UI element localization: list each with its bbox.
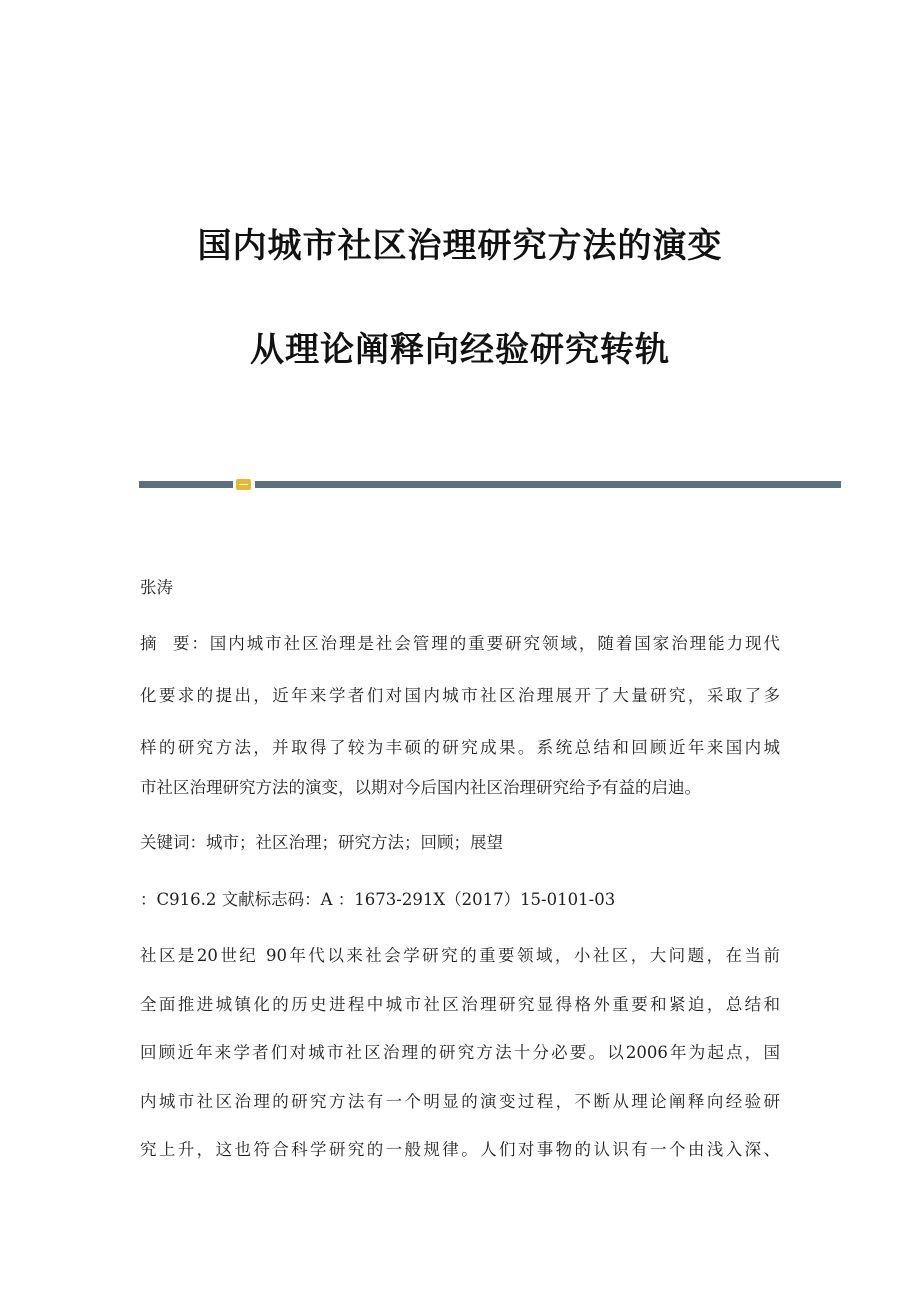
abstract-line: 化要求的提出，近年来学者们对国内城市社区治理展开了大量研究，采取了多 — [140, 686, 780, 705]
abstract-line: 市社区治理研究方法的演变，以期对今后国内社区治理研究给予有益的启迪。 — [140, 778, 701, 797]
divider-envelope-icon — [236, 479, 251, 490]
body-paragraph-line: 社区是20世纪 90年代以来社会学研究的重要领域，小社区，大问题，在当前 — [140, 946, 780, 965]
body-paragraph-line: 回顾近年来学者们对城市社区治理的研究方法十分必要。以2006年为起点，国 — [140, 1043, 780, 1062]
abstract-line: 样的研究方法，并取得了较为丰硕的研究成果。系统总结和回顾近年来国内城 — [140, 738, 780, 757]
keywords-label: 关键词： — [140, 833, 206, 852]
document-title: 国内城市社区治理研究方法的演变 — [197, 226, 723, 266]
divider-bar-left — [139, 481, 233, 488]
abstract-line — [140, 633, 780, 655]
document-subtitle: 从理论阐释向经验研究转轨 — [250, 330, 670, 370]
divider-bar-right — [255, 481, 841, 488]
keywords-text: 城市；社区治理；研究方法；回顾；展望 — [206, 833, 503, 852]
body-paragraph-line: 全面推进城镇化的历史进程中城市社区治理研究显得格外重要和紧迫，总结和 — [140, 995, 780, 1014]
keywords-line — [140, 832, 503, 854]
body-paragraph-line: 究上升，这也符合科学研究的一般规律。人们对事物的认识有一个由浅入深、 — [140, 1140, 780, 1159]
abstract-label: 摘 要： — [140, 634, 210, 653]
classification-line: ：C916.2 文献标志码：A ：1673-291X（2017）15-0101-03 — [140, 890, 616, 909]
title-divider — [139, 478, 841, 490]
author-name: 张涛 — [140, 578, 173, 597]
body-paragraph-line: 内城市社区治理的研究方法有一个明显的演变过程，不断从理论阐释向经验研 — [140, 1092, 780, 1111]
abstract-text: 国内城市社区治理是社会管理的重要研究领域，随着国家治理能力现代 — [209, 634, 780, 653]
